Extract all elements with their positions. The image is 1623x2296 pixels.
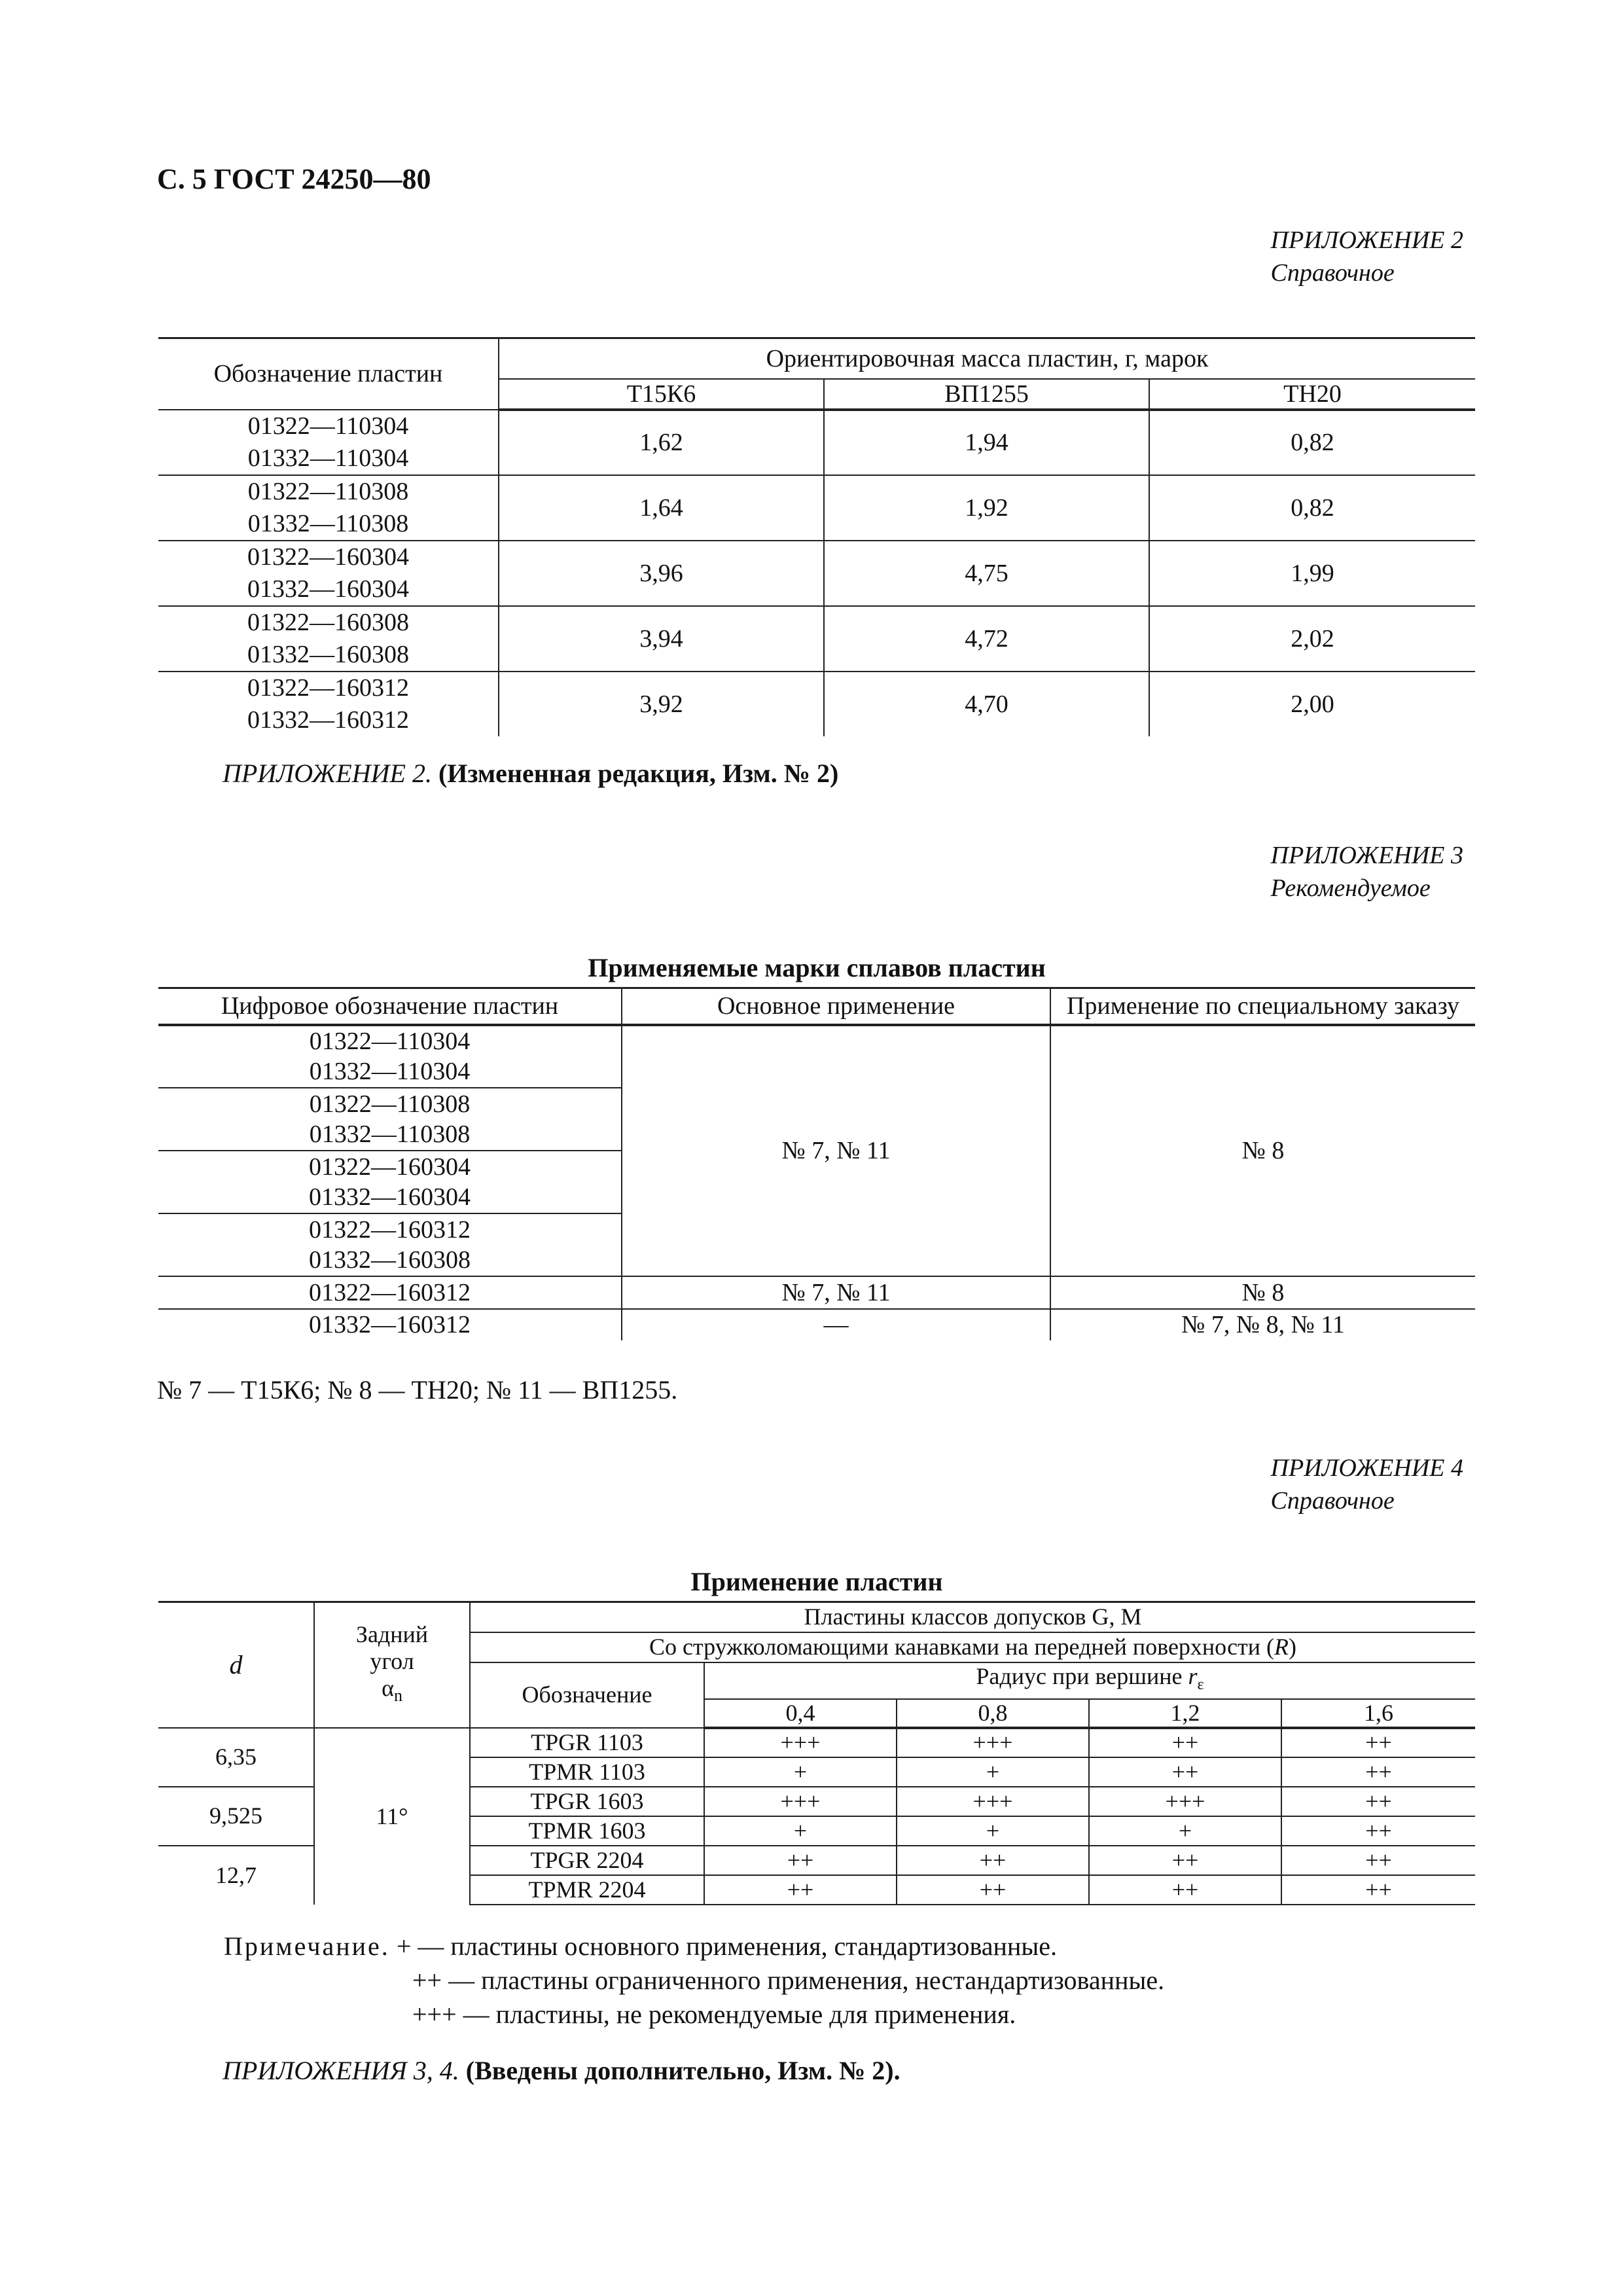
mark-cell: ++: [897, 1846, 1089, 1875]
mark-cell: +++: [704, 1728, 897, 1757]
grade-header: ТН20: [1149, 379, 1475, 410]
special-use-cell: № 7, № 8, № 11: [1050, 1309, 1475, 1340]
codes-cell: 01322—110304 01332—110304: [158, 1025, 622, 1088]
insert-code: TPMR 1603: [470, 1816, 704, 1846]
mark-cell: +++: [1089, 1787, 1281, 1816]
appendix3-caption: Применяемые марки сплавов пластин: [588, 953, 1046, 982]
appendix4-notes: [224, 1929, 1164, 2032]
col-special-use: Применение по специальному заказу: [1050, 988, 1475, 1025]
mark-cell: ++: [704, 1875, 897, 1905]
note-1: + — пластины основного применения, стандартизованные.: [396, 1931, 1057, 1961]
codes-cell: 01322—110304 01332—110304: [158, 410, 499, 475]
col-mass-group: Ориентировочная масса пластин, г, марок: [499, 338, 1475, 379]
col-nose-radius: Радиус при вершине $r_\varepsilon$: [704, 1662, 1475, 1699]
appendix2-title: ПРИЛОЖЕНИЕ 2: [1270, 226, 1463, 254]
table-row: [158, 475, 1475, 541]
mark-cell: +++: [704, 1787, 897, 1816]
codes-cell: 01322—110308 01332—110308: [158, 475, 499, 541]
mass-cell: 0,82: [1149, 475, 1475, 541]
mark-cell: +: [704, 1816, 897, 1846]
col-clearance-angle: Задний угол $\alpha_n$: [314, 1602, 470, 1728]
main-use-cell: № 7, № 11: [622, 1025, 1050, 1276]
mark-cell: ++: [1089, 1728, 1281, 1757]
codes-cell: 01322—160304 01332—160304: [158, 541, 499, 606]
table-row: [158, 1728, 1475, 1757]
grade-header: Т15К6: [499, 379, 824, 410]
alloy-legend: № 7 — Т15К6; № 8 — ТН20; № 11 — ВП1255.: [157, 1375, 678, 1405]
main-use-cell: № 7, № 11: [622, 1276, 1050, 1309]
appendix2-kind: Справочное: [1270, 259, 1395, 287]
mass-cell: 2,02: [1149, 606, 1475, 672]
mass-cell: 0,82: [1149, 410, 1475, 475]
col-tolerance-group: Пластины классов допусков G, M: [470, 1602, 1475, 1632]
table-row: [158, 672, 1475, 736]
radius-header: 1,6: [1281, 1699, 1475, 1728]
mark-cell: +++: [897, 1787, 1089, 1816]
table-row: [158, 1025, 1475, 1088]
appendix4-caption: Применение пластин: [690, 1567, 943, 1596]
mark-cell: +: [704, 1757, 897, 1787]
codes-cell: 01322—160308 01332—160308: [158, 606, 499, 672]
col-designation: Обозначение пластин: [158, 338, 499, 410]
mark-cell: ++: [1281, 1728, 1475, 1757]
mass-cell: 1,62: [499, 410, 824, 475]
special-use-cell: № 8: [1050, 1276, 1475, 1309]
angle-cell: 11°: [314, 1728, 470, 1905]
note-3: +++ — пластины, не рекомендуемые для применения.: [412, 2000, 1016, 2029]
special-use-cell: № 8: [1050, 1025, 1475, 1276]
d-cell: 6,35: [158, 1728, 314, 1787]
appendix4-usage-table: [158, 1601, 1475, 1905]
appendix3-title: ПРИЛОЖЕНИЕ 3: [1270, 842, 1463, 869]
mark-cell: ++: [1089, 1846, 1281, 1875]
mark-cell: +: [897, 1757, 1089, 1787]
mass-cell: 4,70: [824, 672, 1149, 736]
mass-cell: 4,75: [824, 541, 1149, 606]
mass-cell: 2,00: [1149, 672, 1475, 736]
mark-cell: ++: [1281, 1787, 1475, 1816]
d-cell: 12,7: [158, 1846, 314, 1905]
code-cell: 01322—160312: [158, 1276, 622, 1309]
codes-cell: 01322—160312 01332—160312: [158, 672, 499, 736]
appendix2-heading: [1271, 224, 1463, 289]
mass-cell: 1,64: [499, 475, 824, 541]
mark-cell: ++: [1089, 1875, 1281, 1905]
appendix4-kind: Справочное: [1270, 1487, 1395, 1515]
mark-cell: ++: [1089, 1757, 1281, 1787]
table-row: [158, 606, 1475, 672]
col-main-use: Основное применение: [622, 988, 1050, 1025]
d-cell: 9,525: [158, 1787, 314, 1846]
col-d: d: [158, 1602, 314, 1728]
grade-header: ВП1255: [824, 379, 1149, 410]
appendix4-title: ПРИЛОЖЕНИЕ 4: [1270, 1454, 1463, 1482]
insert-code: TPGR 2204: [470, 1846, 704, 1875]
codes-cell: 01322—160312 01332—160308: [158, 1213, 622, 1276]
mark-cell: +: [897, 1816, 1089, 1846]
insert-code: TPGR 1603: [470, 1787, 704, 1816]
mark-cell: ++: [897, 1875, 1089, 1905]
radius-header: 1,2: [1089, 1699, 1281, 1728]
mark-cell: ++: [1281, 1875, 1475, 1905]
mark-cell: ++: [704, 1846, 897, 1875]
page-header: С. 5 ГОСТ 24250—80: [157, 163, 431, 195]
note-label: Примечание.: [224, 1931, 390, 1961]
insert-code: TPGR 1103: [470, 1728, 704, 1757]
codes-cell: 01322—160304 01332—160304: [158, 1151, 622, 1213]
col-designation: Обозначение: [470, 1662, 704, 1728]
code-cell: 01332—160312: [158, 1309, 622, 1340]
mass-cell: 3,92: [499, 672, 824, 736]
appendix2-mass-table: [158, 337, 1475, 736]
mass-cell: 1,92: [824, 475, 1149, 541]
appendix3-heading: [1271, 839, 1463, 905]
mark-cell: ++: [1281, 1757, 1475, 1787]
insert-code: TPMR 2204: [470, 1875, 704, 1905]
main-use-cell: —: [622, 1309, 1050, 1340]
table-row: [158, 410, 1475, 475]
mark-cell: ++: [1281, 1816, 1475, 1846]
col-chipbreaker-group: Со стружколомающими канавками на передней поверхности (R): [470, 1632, 1475, 1662]
appendix4-heading: [1271, 1452, 1463, 1517]
mark-cell: +: [1089, 1816, 1281, 1846]
mark-cell: ++: [1281, 1846, 1475, 1875]
col-code: Цифровое обозначение пластин: [158, 988, 622, 1025]
appendix3-alloy-table: [158, 987, 1475, 1340]
note-2: ++ — пластины ограниченного применения, нестандартизованные.: [412, 1965, 1165, 1995]
codes-cell: 01322—110308 01332—110308: [158, 1088, 622, 1151]
appendix34-addition-note: ПРИЛОЖЕНИЯ 3, 4. (Введены дополнительно, Изм. № 2).: [223, 2056, 901, 2085]
mass-cell: 4,72: [824, 606, 1149, 672]
mark-cell: +++: [897, 1728, 1089, 1757]
mass-cell: 3,94: [499, 606, 824, 672]
table-row: [158, 1309, 1475, 1340]
appendix2-revision-note: ПРИЛОЖЕНИЕ 2. (Измененная редакция, Изм. № 2): [223, 759, 839, 788]
radius-header: 0,4: [704, 1699, 897, 1728]
table-row: [158, 1276, 1475, 1309]
mass-cell: 1,99: [1149, 541, 1475, 606]
mass-cell: 1,94: [824, 410, 1149, 475]
insert-code: TPMR 1103: [470, 1757, 704, 1787]
radius-header: 0,8: [897, 1699, 1089, 1728]
table-row: [158, 541, 1475, 606]
mass-cell: 3,96: [499, 541, 824, 606]
appendix3-kind: Рекомендуемое: [1270, 874, 1431, 902]
